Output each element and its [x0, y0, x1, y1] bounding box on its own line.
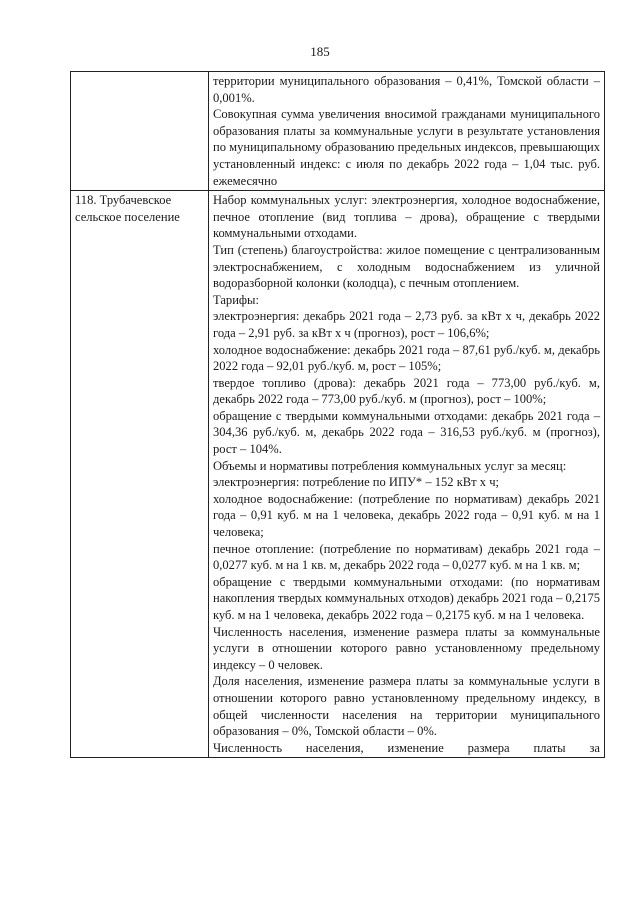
paragraph: холодное водоснабжение: декабрь 2021 года – 87,61 руб./куб. м, декабрь 2022 года – 92,01 руб./куб. м, рост – 105%; — [213, 342, 600, 374]
paragraph: обращение с твердыми коммунальными отходами: декабрь 2021 года – 304,36 руб./куб. м, декабрь 2022 года – 316,53 руб./куб. м (прогноз), рост – 104%. — [213, 408, 600, 457]
paragraph: холодное водоснабжение: (потребление по нормативам) декабрь 2021 года – 0,91 куб. м на 1 человека, декабрь 2022 года – 0,91 куб. м на 1 человека; — [213, 491, 600, 540]
document-table — [70, 71, 605, 758]
paragraph: Доля населения, изменение размера платы за коммунальные услуги в отношении которого равно установленному предельному индексу, в общей численности населения на территории муниципального образования – 0%, Томской области – 0%. — [213, 674, 600, 739]
municipality-cell — [71, 72, 209, 191]
description-cell — [209, 191, 605, 758]
paragraph: Объемы и нормативы потребления коммунальных услуг за месяц: — [213, 458, 567, 473]
description-cell — [209, 72, 605, 191]
paragraph: электроэнергия: декабрь 2021 года – 2,73 руб. за кВт х ч, декабрь 2022 года – 2,91 руб. за кВт х ч (прогноз), рост – 106,6%; — [213, 309, 600, 340]
paragraph: Совокупная сумма увеличения вносимой гражданами муниципального образования платы за коммунальные услуги в результате установления по муниципальному образованию предельных индексов, превышающих установленный индекс: с июля по декабрь 2022 года – 1,04 тыс. руб. ежемесячно — [213, 107, 600, 188]
paragraph: твердое топливо (дрова): декабрь 2021 года – 773,00 руб./куб. м, декабрь 2022 года – 773,00 руб./куб. м (прогноз), рост – 100%; — [213, 375, 600, 407]
paragraph: территории муниципального образования – 0,41%, Томской области – 0,001%. — [213, 74, 600, 105]
table-row — [71, 191, 605, 758]
paragraph: Тип (степень) благоустройства: жилое помещение с централизованным электроснабжением, с холодным водоснабжением из уличной водоразборной колонки (колодца), с печным отоплением. — [213, 242, 600, 291]
paragraph: Тарифы: — [213, 292, 259, 307]
paragraph: Численность населения, изменение размера платы за коммунальные услуги в отношении которого равно установленному предельному индексу – 0 человек. — [213, 624, 600, 672]
paragraph: Численность населения, изменение размера платы за — [213, 740, 600, 755]
paragraph: обращение с твердыми коммунальными отходами: (по нормативам накопления твердых коммунальных отходов) декабрь 2021 года – 0,2175 куб. м на 1 человека, декабрь 2022 года – 0,2175 куб. м на 1 человека. — [213, 574, 600, 622]
municipality-cell: 118. Трубачевское сельское поселение — [71, 191, 209, 758]
paragraph: электроэнергия: потребление по ИПУ* – 152 кВт х ч; — [213, 475, 499, 490]
paragraph: печное отопление: (потребление по нормативам) декабрь 2021 года – 0,0277 куб. м на 1 кв. м, декабрь 2022 года – 0,0277 куб. м на 1 кв. м; — [213, 541, 600, 573]
page-number: 185 — [310, 44, 330, 59]
paragraph: Набор коммунальных услуг: электроэнергия, холодное водоснабжение, печное отопление (вид топлива – дрова), обращение с твердыми коммунальными отходами. — [213, 193, 600, 241]
table-row — [71, 72, 605, 191]
